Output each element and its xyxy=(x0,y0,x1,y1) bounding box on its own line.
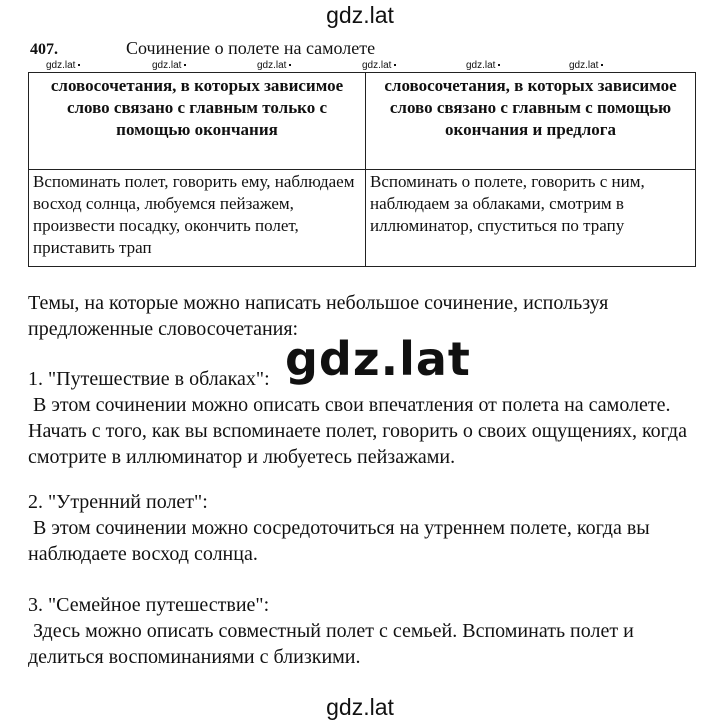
topic-heading: 1. "Путешествие в облаках": xyxy=(28,368,270,390)
table-header-cell: словосочетания, в которых зависимое слово связано с главным с помощью окончания и предлога xyxy=(366,73,696,170)
intro-text: Темы, на которые можно написать небольшое сочинение, используя предложенные словосочетания: xyxy=(28,292,614,340)
watermark-small: gdz.lat xyxy=(257,60,291,72)
word-combinations-table xyxy=(28,72,696,267)
watermark-bottom: gdz.lat xyxy=(326,694,394,720)
table-cell: Вспоминать о полете, говорить с ним, наблюдаем за облаками, смотрим в иллюминатор, спуститься по трапу xyxy=(366,170,696,267)
watermark-small: gdz.lat xyxy=(46,60,80,72)
topic-3 xyxy=(28,592,708,670)
task-number: 407. xyxy=(30,41,58,58)
table-cell: Вспоминать полет, говорить ему, наблюдаем восход солнца, любуемся пейзажем, произвести посадку, окончить полет, приставить трап xyxy=(29,170,366,267)
watermark-center: gdz.lat xyxy=(285,332,471,386)
table-row xyxy=(29,170,696,267)
watermark-small: gdz.lat xyxy=(466,60,500,72)
topic-heading: 2. "Утренний полет": xyxy=(28,491,208,513)
table-header-cell: словосочетания, в которых зависимое слово связано с главным только с помощью окончания xyxy=(29,73,366,170)
table-header-row xyxy=(29,73,696,170)
watermark-small: gdz.lat xyxy=(362,60,396,72)
topic-text: В этом сочинении можно описать свои впечатления от полета на самолете. Начать с того, как вы вспоминаете полет, говорить о своих ощущениях, когда смотрите в иллюминатор и любуетесь пейзажами. xyxy=(28,394,692,468)
topic-text: В этом сочинении можно сосредоточиться на утреннем полете, когда вы наблюдаете восход солнца. xyxy=(28,517,655,565)
watermark-small: gdz.lat xyxy=(569,60,603,72)
task-title: Сочинение о полете на самолете xyxy=(126,38,376,58)
topic-2 xyxy=(28,489,708,567)
topic-text: Здесь можно описать совместный полет с семьей. Вспоминать полет и делиться воспоминаниями с близкими. xyxy=(28,620,639,668)
watermark-small: gdz.lat xyxy=(152,60,186,72)
watermark-top: gdz.lat xyxy=(326,2,394,28)
topic-heading: 3. "Семейное путешествие": xyxy=(28,594,270,616)
watermark-row xyxy=(0,60,720,72)
